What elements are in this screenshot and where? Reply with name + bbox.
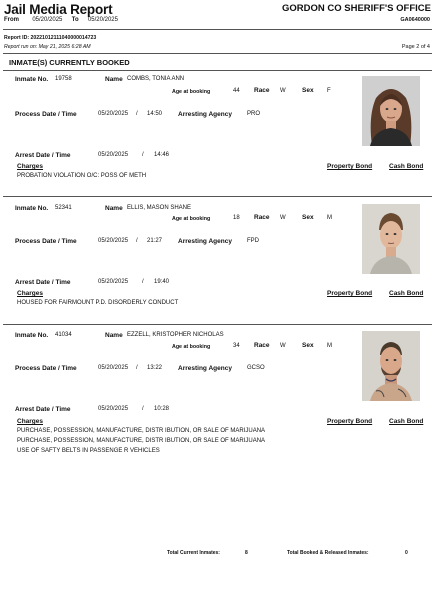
section-title: INMATE(S) CURRENTLY BOOKED (9, 58, 130, 67)
arrest-date: 05/20/2025 (98, 406, 129, 412)
property-bond-label: Property Bond (327, 163, 373, 170)
arrest-time: 19:40 (154, 279, 170, 285)
charge-line: USE OF SAFTY BELTS IN PASSENGE R VEHICLES (17, 448, 160, 454)
total-current-value: 8 (245, 550, 248, 556)
inmate-no-label: Inmate No. (15, 332, 49, 339)
from-label: From (4, 17, 19, 23)
arrest-separator: / (142, 406, 144, 412)
charges-label: Charges (17, 163, 44, 170)
agency: PRO (247, 111, 261, 117)
race: W (280, 343, 286, 349)
agency-label: Arresting Agency (178, 238, 232, 245)
page-number: Page 2 of 4 (401, 44, 430, 50)
arrest-date: 05/20/2025 (98, 152, 129, 158)
charge-line: PURCHASE, POSSESSION, MANUFACTURE, DISTR IBUTION, OR SALE OF MARIJUANA (17, 428, 266, 434)
to-date: 05/20/2025 (87, 17, 118, 23)
property-bond-label: Property Bond (327, 418, 373, 425)
process-separator: / (136, 238, 138, 244)
agency-label: Arresting Agency (178, 365, 232, 372)
charge-line: PROBATION VIOLATION O/C: POSS OF METH (17, 173, 147, 179)
age: 44 (233, 88, 240, 94)
divider (3, 324, 432, 325)
race-label: Race (254, 214, 270, 221)
age: 34 (233, 343, 240, 349)
mugshot-photo (362, 204, 420, 274)
inmate-name: EZZELL, KRISTOPHER NICHOLAS (127, 332, 224, 338)
office-name: GORDON CO SHERIFF'S OFFICE (282, 3, 431, 14)
arrest-time: 10:28 (154, 406, 170, 412)
run-on: Report run on: May 21, 2025 6:28 AM (4, 44, 91, 50)
race: W (280, 215, 286, 221)
from-date: 05/20/2025 (32, 17, 63, 23)
date-range (4, 17, 118, 23)
age-label: Age at booking (172, 216, 211, 222)
charge-line: HOUSED FOR FAIRMOUNT P.D. DISORDERLY CONDUCT (17, 300, 179, 306)
cash-bond-label: Cash Bond (389, 290, 424, 297)
name-label: Name (105, 205, 123, 212)
total-current-label: Total Current Inmates: (167, 550, 220, 556)
inmate-no: 19758 (55, 76, 72, 82)
agency: GCSO (247, 365, 265, 371)
age-label: Age at booking (172, 344, 211, 350)
process-separator: / (136, 111, 138, 117)
arrest-label: Arrest Date / Time (15, 406, 71, 413)
sex: M (327, 343, 332, 349)
agency: FPD (247, 238, 259, 244)
total-booked-label: Total Booked & Released Inmates: (287, 550, 369, 556)
arrest-date: 05/20/2025 (98, 279, 129, 285)
sex-label: Sex (302, 214, 314, 221)
cash-bond-label: Cash Bond (389, 163, 424, 170)
arrest-separator: / (142, 279, 144, 285)
age: 18 (233, 215, 240, 221)
property-bond-label: Property Bond (327, 290, 373, 297)
sex: F (327, 88, 331, 94)
sex: M (327, 215, 332, 221)
arrest-time: 14:46 (154, 152, 170, 158)
inmate-no-label: Inmate No. (15, 205, 49, 212)
inmate-no-label: Inmate No. (15, 76, 49, 83)
report-title: Jail Media Report (4, 2, 113, 17)
arrest-label: Arrest Date / Time (15, 152, 71, 159)
agency-label: Arresting Agency (178, 111, 232, 118)
charges-label: Charges (17, 418, 44, 425)
inmate-no: 52341 (55, 205, 72, 211)
process-date: 05/20/2025 (98, 238, 129, 244)
to-label: To (71, 17, 79, 23)
process-date: 05/20/2025 (98, 365, 129, 371)
mugshot-photo (362, 76, 420, 146)
report-id: Report ID: 20221012111040000014723 (4, 35, 97, 41)
race-label: Race (254, 87, 270, 94)
divider (3, 70, 432, 71)
inmate-no: 41034 (55, 332, 72, 338)
process-label: Process Date / Time (15, 365, 77, 372)
race-label: Race (254, 342, 270, 349)
process-label: Process Date / Time (15, 111, 77, 118)
process-time: 21:27 (147, 238, 163, 244)
process-label: Process Date / Time (15, 238, 77, 245)
arrest-separator: / (142, 152, 144, 158)
sex-label: Sex (302, 342, 314, 349)
process-date: 05/20/2025 (98, 111, 129, 117)
process-separator: / (136, 365, 138, 371)
mugshot-photo (362, 331, 420, 401)
charges-label: Charges (17, 290, 44, 297)
charge-line: PURCHASE, POSSESSION, MANUFACTURE, DISTR IBUTION, OR SALE OF MARIJUANA (17, 438, 266, 444)
agency-code: GA0640000 (400, 17, 430, 23)
process-time: 13:22 (147, 365, 163, 371)
arrest-label: Arrest Date / Time (15, 279, 71, 286)
name-label: Name (105, 332, 123, 339)
race: W (280, 88, 286, 94)
cash-bond-label: Cash Bond (389, 418, 424, 425)
inmate-name: COMBS, TONIA ANN (127, 76, 185, 82)
divider (3, 196, 432, 197)
age-label: Age at booking (172, 89, 211, 95)
inmate-name: ELLIS, MASON SHANE (127, 205, 192, 211)
process-time: 14:50 (147, 111, 163, 117)
divider (3, 53, 432, 54)
total-booked-value: 0 (405, 550, 408, 556)
sex-label: Sex (302, 87, 314, 94)
divider (3, 29, 432, 30)
name-label: Name (105, 76, 123, 83)
